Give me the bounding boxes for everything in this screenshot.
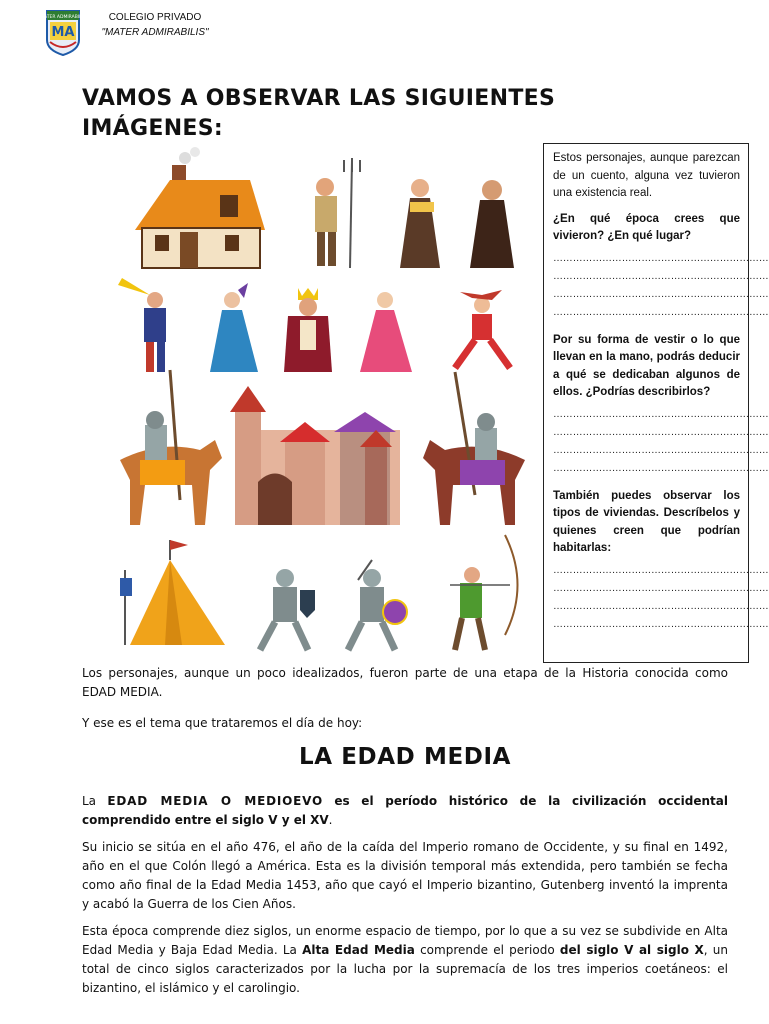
answer-line-10[interactable]: ………………………………………………………… [553, 582, 769, 594]
answer-line-12[interactable]: ………………………………………………………… [553, 618, 769, 630]
question-1: ¿En qué época crees que vivieron? ¿En qué lugar? [553, 212, 740, 242]
peasant-with-pitchfork-icon [315, 158, 360, 268]
alta-edad-media-term: Alta Edad Media [302, 943, 415, 957]
intro-paragraph: Los personajes, aunque un poco idealizados, fueron parte de una etapa de la Historia conocida como EDAD MEDIA. [82, 666, 728, 699]
knight-with-mace-icon [348, 560, 407, 650]
answer-line-6[interactable]: ………………………………………………………… [553, 426, 769, 438]
question-box [543, 143, 769, 663]
queen-icon [360, 292, 412, 372]
king-icon [284, 288, 332, 372]
definition-end: . [328, 813, 333, 827]
archer-icon [450, 535, 518, 650]
trumpeter-icon [118, 278, 166, 372]
definition-term: EDAD MEDIA O MEDIOEVO [107, 794, 323, 808]
answer-line-7[interactable]: ………………………………………………………… [553, 444, 769, 456]
school-header [80, 10, 230, 40]
subdivision-text-a: Esta época comprende diez siglos, un enorme espacio de tiempo, por lo que a su vez se subdivide en Alta Edad Media y Baja Edad Media. La [82, 924, 728, 957]
answer-line-11[interactable]: ………………………………………………………… [553, 600, 769, 612]
answer-line-5[interactable]: ………………………………………………………… [553, 408, 769, 420]
answer-line-4[interactable]: ………………………………………………………… [553, 306, 769, 318]
noble-lady-icon [210, 283, 258, 372]
definition-lead: La [82, 794, 97, 808]
definition-text: es el período histórico de la civilización occidental comprendido entre el siglo V y el XV [82, 794, 728, 827]
school-logo [40, 8, 86, 56]
answer-line-2[interactable]: ………………………………………………………… [553, 270, 769, 282]
peasant-woman-icon [400, 179, 440, 268]
jester-icon [455, 290, 510, 368]
tent-icon [120, 540, 225, 645]
section-heading: LA EDAD MEDIA [298, 744, 511, 770]
topic-paragraph: Y ese es el tema que trataremos el día de hoy: [82, 716, 363, 730]
definition-paragraph [82, 792, 728, 830]
medieval-house-icon [135, 147, 265, 268]
knight-on-horse-right-icon [423, 372, 525, 525]
medieval-illustrations [110, 140, 540, 660]
castle-icon [230, 386, 400, 525]
logo-text: MATER ADMIRABILIS [40, 15, 86, 20]
alta-edad-media-period: del siglo V al siglo X [559, 943, 704, 957]
answer-line-3[interactable]: ………………………………………………………… [553, 288, 769, 300]
logo-initials: MA [51, 25, 75, 40]
answer-line-1[interactable]: ………………………………………………………… [553, 252, 769, 264]
dates-paragraph: Su inicio se sitúa en el año 476, el año de la caída del Imperio romano de Occidente, y su final en 1492, año en el que Colón llegó a América. Esta es la división temporal más extendida, pero también se fecha como año final de la Edad Media 1453, año que cayó el Imperio bizantino, Gutenberg inventó la imprenta y acabó la Guerra de los Cien Años. [82, 840, 728, 911]
subdivision-text-e: , un total de cinco siglos caracterizados por la lucha por la supremacía de los tres imperios coetáneos: el bizantino, el islámico y el carolingio. [82, 943, 728, 995]
answer-line-8[interactable]: ………………………………………………………… [553, 462, 769, 474]
subdivision-paragraph [82, 922, 728, 998]
knight-with-shield-icon [260, 569, 315, 650]
subdivision-text-c: comprende el periodo [420, 943, 555, 957]
question-intro: Estos personajes, aunque parezcan de un cuento, alguna vez tuvieron una existencia real. [553, 152, 740, 199]
page-title: VAMOS A OBSERVAR LAS SIGUIENTES IMÁGENES: [82, 86, 556, 141]
knight-on-horse-left-icon [120, 370, 222, 525]
question-3: También puedes observar los tipos de viviendas. Descríbelos y quienes creen que podrían habitarlas: [553, 489, 740, 554]
question-2: Por su forma de vestir o lo que llevan en la mano, podrás deducir a qué se dedicaban algunos de ellos. ¿Podrías describirlos? [553, 333, 740, 398]
answer-line-9[interactable]: ………………………………………………………… [553, 564, 769, 576]
school-motto: "MATER ADMIRABILIS" [101, 27, 209, 38]
school-name: COLEGIO PRIVADO [108, 12, 202, 23]
monk-icon [470, 180, 514, 268]
